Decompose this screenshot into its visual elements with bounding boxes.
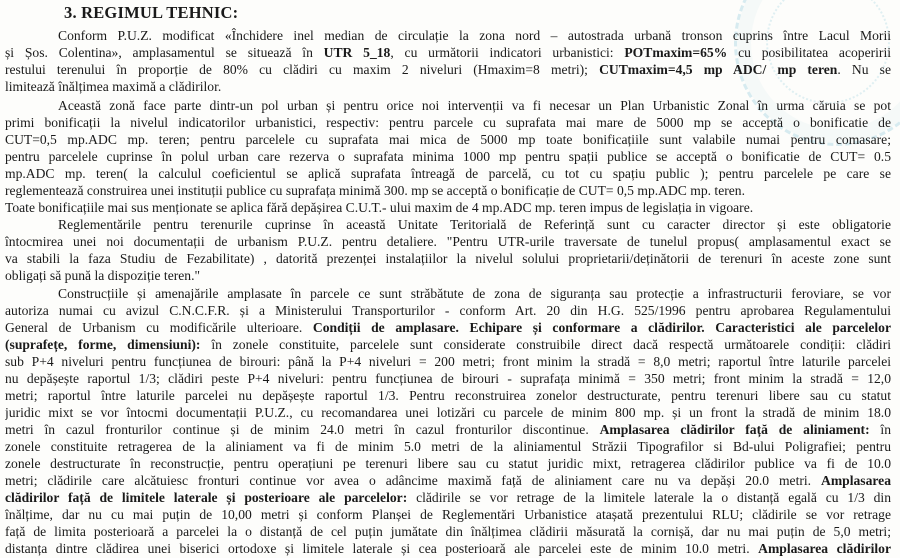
text-line [58,216,891,233]
text-line [5,353,891,370]
text-line [5,472,891,489]
text-segment: juridic mixt se vor întocmi documentații P.U.Z., cu recomandarea unei lotizări cu parcele de minim 800 mp. și un front la stradă de minim 18.0 [5,405,891,420]
text-line [5,233,891,250]
text-line [5,165,891,182]
text-segment: cu posibilitatea acoperirii [727,45,891,60]
text-line [58,97,891,114]
text-segment: va stabili la faza Studiu de Fezabilitate) , datorită prezenței instalațiilor la nivelul solului proprietarii/deținătorii de terenuri în aceste zone sunt [5,251,891,266]
text-segment: pentru parcelele cuprinse în polul urban care rezerva o suprafata minima 1000 mp pentru spații publice se acceptă o bonificatie de CUT= 0.5 [5,149,891,164]
text-line [5,336,891,353]
text-line [5,131,891,148]
text-line [5,44,891,61]
text-segment: față de limita posterioară a parcelei la o distanță de cel puțin jumătate din înălțimea clădirii măsurată la cornișă, dar nu mai puțin de 5,0 metri; [5,524,891,539]
text-segment: Reglementările pentru terenurile cuprinse în această Unitate Teritorială de Referință sunt cu caracter director și este obligatorie [58,217,891,232]
text-segment: nu depășește raportul 1/3; clădiri peste P+4 niveluri: pentru funcțiunea de birouri - suprafața minimă = 350 metri; front minim la stradă = 12,0 [5,371,891,386]
text-line [5,61,891,78]
text-line [58,27,891,44]
text-line [5,182,891,199]
text-segment: întocmirea unei noi documentații de urbanism P.U.Z. pentru detaliere. "Pentru UTR-urile traversate de tunelul propus( amplasamentul exact se [5,234,891,249]
text-segment: înălțime, dar nu cu mai puțin de 10,00 metri și conform Planșei de Reglementări Urbanistice atașată prezentului RLU; clădirile se vor retrage [5,507,891,522]
text-line [5,387,891,404]
bold-text: clădirilor față de limitele laterale și posterioare ale parcelelor: [5,490,408,505]
bold-text: Condiții de amplasare. Echipare și conformare a clădirilor. Caracteristici ale parcelelor [312,320,891,335]
text-segment: mp.ADC mp. teren( la calculul coeficientul se aplică suprafata întreagă de parcelă, cu tot cu spațiu public ); pentru parcelele pe care se [5,166,891,181]
bold-text: POTmaxim=65% [624,45,728,60]
text-segment: limitează înălțimea maximă a clădirilor. [5,79,222,94]
text-line [5,319,891,336]
text-segment: metri; clădirile care alcătuiesc fronturi continue vor avea o adâncime maximă față de aliniament care nu va depăși 20.0 metri. [5,473,822,488]
text-line [5,148,891,165]
text-segment: sub P+4 niveluri pentru funcțiunea de birouri: până la P+4 niveluri = 200 metri; front minim la stradă = 8,0 metri; raportul între laturile parcelei [5,354,891,369]
text-segment: . Nu se [837,62,891,77]
text-segment: și Șos. Colentina», amplasamentul se situează în [5,45,324,60]
text-segment: zonele destructurate în reconstrucție, pentru operațiuni pe terenuri libere sau cu statut juridic mixt, retragerea clădirilor publice va fi de 10.0 [5,456,891,471]
text-line [5,199,891,216]
text-line [5,523,891,540]
text-line [5,267,891,284]
text-line [5,438,891,455]
text-line [5,455,891,472]
text-line [5,506,891,523]
text-segment: distanța dintre clădirea unei biserici ortodoxe și limitele laterale și cea posterioară ale parcelei este de minim 10.0 metri. [5,541,759,556]
text-line [58,285,891,302]
text-segment: metri în cazul fronturilor continue și de minim 24.0 metri în cazul fronturilor discontinue. [5,422,600,437]
bold-text: (suprafețe, forme, dimensiuni): [5,337,201,352]
text-segment: în [869,422,891,437]
text-line [5,302,891,319]
text-segment: obligați să pună la dispoziție teren." [5,268,201,283]
text-segment: Toate bonificațiile mai sus menționate se aplica fără depășirea C.U.T.- ului maxim de 4 mp.ADC mp. teren impus de legislația in vigoare. [5,200,754,215]
text-segment: primi bonificații la nivelul indicatorilor urbanistici, respectiv: pentru parcele cu suprafata mai mare de 5000 mp se acceptă o bonificatie de [5,115,891,130]
bold-text: Amplasarea [821,473,891,488]
text-segment: zonele constituite retragerea de la aliniament va fi de minim 5.0 metri de la aliniamentul Străzii Tipografilor si Bd-ului Poligrafiei; pentru [5,439,891,454]
bold-text: CUTmaxim=4,5 mp ADC/ mp teren [599,62,838,77]
text-segment: Conform P.U.Z. modificat «Închidere inel median de circulație la zona nord – autostrada urbană tronson cuprins între Lacul Morii [58,28,891,43]
text-line [5,370,891,387]
text-segment: autoriza numai cu avizul C.N.C.F.R. și a Ministerului Transporturilor - conform Art. 20 din H.G. 525/1996 pentru aprobarea Regulamentului [5,303,891,318]
text-segment: CUT=0,5 mp.ADC mp. teren; pentru parcelele cu suprafata mai mica de 5000 mp toate bonificațiile sunt valabile numai pentru comasare; [5,132,891,147]
text-segment: General de Urbanism cu modificările ulterioare. [5,320,313,335]
text-line [5,421,891,438]
text-line [5,540,891,557]
text-segment: restului terenului în proporție de 80% cu clădiri cu maxim 2 niveluri (Hmaxim=8 metri); [5,62,600,77]
bold-text: UTR 5_18 [323,45,391,60]
section-heading: 3. REGIMUL TEHNIC: [64,3,239,22]
text-segment: metri; raportul între laturile parcelei nu depășește raportul 1/3. Pentru reconstruirea zonelor destructurate, pentru terenuri libere sau cu statut [5,388,891,403]
text-line [5,250,891,267]
text-segment: în zonele constituite, parcelele sunt considerate construibile direct dacă respectă următoarele condiții: clădiri [200,337,891,352]
text-line [5,489,891,506]
text-line [5,78,891,95]
bold-text: Amplasarea clădirilor față de aliniament: [599,422,870,437]
text-segment: reglementează construirea unei instituții publice cu suprafața minimă 300. mp se acceptă o bonificație de CUT= 0,5 mp.ADC mp. teren. [5,183,745,198]
text-line [5,404,891,421]
text-segment: Construcțiile și amenajările amplasate în parcele ce sunt străbătute de zona de siguranța sau protecție a infrastructurii feroviare, se vor [58,286,891,301]
text-segment: Această zonă face parte dintr-un pol urban și pentru orice noi intervenții va fi necesar un Plan Urbanistic Zonal în urma căruia se pot [58,98,891,113]
text-line [5,114,891,131]
text-segment: , cu următorii indicatori urbanistici: [390,45,625,60]
bold-text: Amplasarea clădirilor [758,541,891,556]
text-segment: clădirile se vor retrage de la limitele laterale la o distanță egală cu 1/3 din [407,490,891,505]
